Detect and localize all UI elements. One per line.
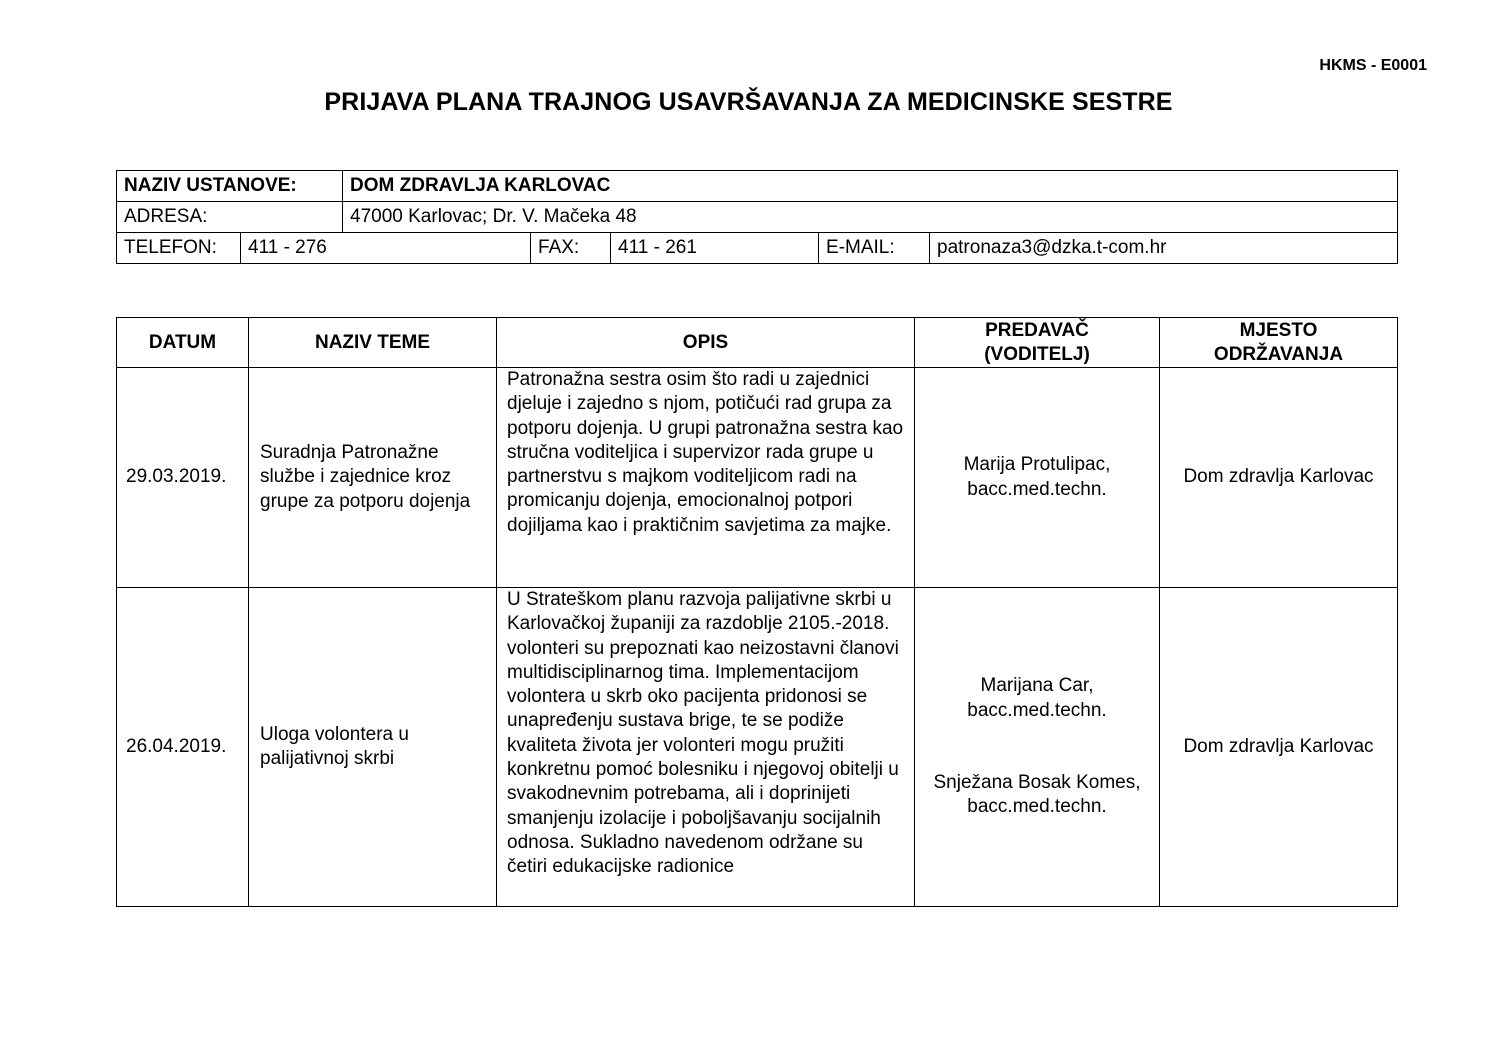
- row-lecturer: [915, 588, 1160, 907]
- header-date: DATUM: [117, 318, 249, 368]
- institution-name-value: DOM ZDRAVLJA KARLOVAC: [343, 171, 1398, 202]
- row-description: Patronažna sestra osim što radi u zajednici djeluje i zajedno s njom, potičući rad grupa za potporu dojenja. U grupi patronažna sestra kao stručna voditeljica i supervizor rada grupe u partnerstvu s majkom voditeljicom radi na promicanju dojenja, emocionalnoj potpori dojiljama kao i praktičnim savjetima za majke.: [497, 368, 915, 588]
- institution-name-row: [117, 171, 1398, 202]
- address-row: [117, 202, 1398, 233]
- email-label: E-MAIL:: [819, 233, 930, 264]
- page-title: PRIJAVA PLANA TRAJNOG USAVRŠAVANJA ZA MEDICINSKE SESTRE: [324, 88, 1173, 116]
- header-description: OPIS: [497, 318, 915, 368]
- header-place-line1: MJESTO: [1239, 319, 1318, 341]
- header-lecturer-line1: PREDAVAČ: [985, 319, 1089, 341]
- fax-value: 411 - 261: [611, 233, 819, 264]
- contact-row: [117, 233, 1398, 264]
- fax-label: FAX:: [531, 233, 611, 264]
- training-plan-table: [116, 317, 1398, 907]
- address-label: ADRESA:: [117, 202, 343, 233]
- row-lecturer: [915, 368, 1160, 588]
- institution-name-label: NAZIV USTANOVE:: [117, 171, 343, 202]
- document-code: HKMS - E0001: [1319, 57, 1427, 74]
- table-row: [117, 368, 1398, 588]
- header-place: [1160, 318, 1398, 368]
- lecturer-name: Marija Protulipac, bacc.med.techn.: [963, 454, 1111, 500]
- header-lecturer: [915, 318, 1160, 368]
- lecturer-name: Marijana Car, bacc.med.techn.: [967, 675, 1107, 721]
- header-lecturer-line2: (VODITELJ): [984, 343, 1090, 365]
- email-value: patronaza3@dzka.t-com.hr: [930, 233, 1398, 264]
- phone-value: 411 - 276: [241, 233, 531, 264]
- phone-label: TELEFON:: [117, 233, 241, 264]
- institution-info-table: [116, 170, 1398, 264]
- header-place-line2: ODRŽAVANJA: [1213, 343, 1344, 365]
- row-place: Dom zdravlja Karlovac: [1160, 588, 1398, 907]
- lecturer-name: Snježana Bosak Komes, bacc.med.techn.: [933, 772, 1141, 818]
- row-place: Dom zdravlja Karlovac: [1160, 368, 1398, 588]
- row-date: 29.03.2019.: [117, 368, 249, 588]
- table-header-row: [117, 318, 1398, 368]
- row-theme: Suradnja Patronažne službe i zajednice kroz grupe za potporu dojenja: [249, 368, 497, 588]
- header-theme: NAZIV TEME: [249, 318, 497, 368]
- row-date: 26.04.2019.: [117, 588, 249, 907]
- address-value: 47000 Karlovac; Dr. V. Mačeka 48: [343, 202, 1398, 233]
- row-description: U Strateškom planu razvoja palijativne skrbi u Karlovačkoj županiji za razdoblje 2105.-2018. volonteri su prepoznati kao neizostavni članovi multidisciplinarnog tima. Implementacijom volontera u skrb oko pacijenta pridonosi se unapređenju sustava brige, te se podiže kvaliteta života jer volonteri mogu pružiti konkretnu pomoć bolesniku i njegovoj obitelji u svakodnevnim potrebama, ali i doprinijeti smanjenju izolacije i poboljšavanju socijalnih odnosa. Sukladno navedenom održane su četiri edukacijske radionice: [497, 588, 915, 907]
- row-theme: Uloga volontera u palijativnoj skrbi: [249, 588, 497, 907]
- table-row: [117, 588, 1398, 907]
